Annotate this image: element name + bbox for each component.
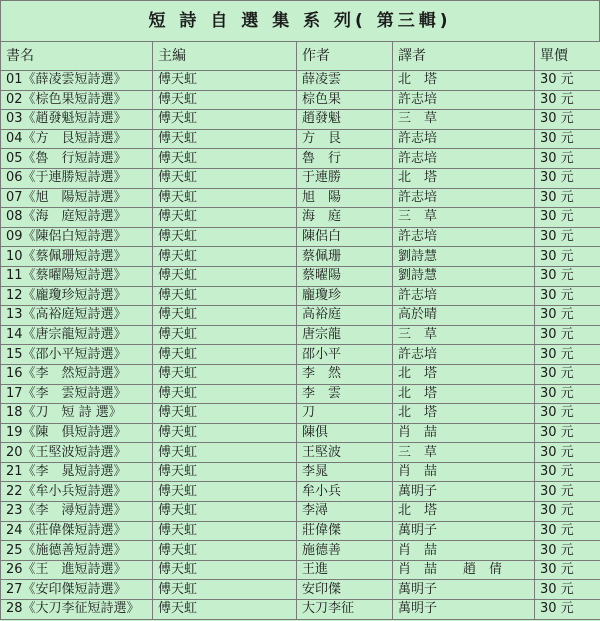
table-row — [1, 521, 600, 541]
cell-translator: 許志培 — [393, 345, 535, 365]
cell-editor: 傅天虹 — [153, 443, 297, 463]
cell-author: 李潯 — [297, 502, 393, 522]
cell-editor: 傅天虹 — [153, 521, 297, 541]
cell-editor: 傅天虹 — [153, 168, 297, 188]
table-row — [1, 345, 600, 365]
cell-translator: 北 塔 — [393, 502, 535, 522]
cell-editor: 傅天虹 — [153, 462, 297, 482]
header-row — [1, 42, 600, 71]
cell-price: 30 元 — [535, 404, 600, 424]
cell-book-name: 11《蔡曜陽短詩選》 — [1, 266, 153, 286]
cell-translator: 北 塔 — [393, 364, 535, 384]
header-translator: 譯者 — [393, 42, 535, 71]
cell-price: 30 元 — [535, 306, 600, 326]
cell-book-name: 18《刀 短 詩 選》 — [1, 404, 153, 424]
cell-editor: 傅天虹 — [153, 423, 297, 443]
table-row — [1, 71, 600, 91]
cell-editor: 傅天虹 — [153, 149, 297, 169]
cell-translator: 三 草 — [393, 443, 535, 463]
table-row — [1, 364, 600, 384]
cell-price: 30 元 — [535, 462, 600, 482]
cell-translator: 許志培 — [393, 129, 535, 149]
cell-author: 李晁 — [297, 462, 393, 482]
cell-price: 30 元 — [535, 266, 600, 286]
cell-book-name: 04《方 艮短詩選》 — [1, 129, 153, 149]
cell-author: 高裕庭 — [297, 306, 393, 326]
cell-author: 龐瓊珍 — [297, 286, 393, 306]
cell-price: 30 元 — [535, 580, 600, 600]
table-row — [1, 208, 600, 228]
cell-book-name: 23《李 潯短詩選》 — [1, 502, 153, 522]
cell-book-name: 24《莊偉傑短詩選》 — [1, 521, 153, 541]
cell-price: 30 元 — [535, 600, 600, 620]
cell-translator: 肖 喆 — [393, 541, 535, 561]
table-row — [1, 286, 600, 306]
table-row — [1, 247, 600, 267]
table-row — [1, 580, 600, 600]
cell-author: 邵小平 — [297, 345, 393, 365]
cell-editor: 傅天虹 — [153, 306, 297, 326]
cell-price: 30 元 — [535, 247, 600, 267]
cell-editor: 傅天虹 — [153, 384, 297, 404]
cell-translator: 北 塔 — [393, 384, 535, 404]
cell-price: 30 元 — [535, 208, 600, 228]
cell-book-name: 16《李 然短詩選》 — [1, 364, 153, 384]
cell-author: 陳俱 — [297, 423, 393, 443]
cell-translator: 萬明子 — [393, 580, 535, 600]
table-row — [1, 541, 600, 561]
table-row — [1, 266, 600, 286]
cell-editor: 傅天虹 — [153, 188, 297, 208]
cell-author: 趙發魁 — [297, 110, 393, 130]
cell-translator: 許志培 — [393, 149, 535, 169]
cell-editor: 傅天虹 — [153, 502, 297, 522]
cell-translator: 萬明子 — [393, 600, 535, 620]
cell-book-name: 20《王堅波短詩選》 — [1, 443, 153, 463]
cell-author: 牟小兵 — [297, 482, 393, 502]
cell-price: 30 元 — [535, 560, 600, 580]
cell-price: 30 元 — [535, 188, 600, 208]
cell-translator: 三 草 — [393, 325, 535, 345]
cell-editor: 傅天虹 — [153, 325, 297, 345]
cell-editor: 傅天虹 — [153, 345, 297, 365]
cell-translator: 許志培 — [393, 188, 535, 208]
table-row — [1, 110, 600, 130]
table-row — [1, 306, 600, 326]
cell-book-name: 21《李 晁短詩選》 — [1, 462, 153, 482]
cell-translator: 萬明子 — [393, 521, 535, 541]
cell-price: 30 元 — [535, 521, 600, 541]
cell-translator: 北 塔 — [393, 168, 535, 188]
header-editor: 主編 — [153, 42, 297, 71]
cell-translator: 高於晴 — [393, 306, 535, 326]
cell-price: 30 元 — [535, 149, 600, 169]
cell-price: 30 元 — [535, 502, 600, 522]
cell-book-name: 28《大刀李征短詩選》 — [1, 600, 153, 620]
cell-author: 李 然 — [297, 364, 393, 384]
cell-price: 30 元 — [535, 384, 600, 404]
cell-translator: 北 塔 — [393, 71, 535, 91]
cell-author: 于連勝 — [297, 168, 393, 188]
cell-editor: 傅天虹 — [153, 600, 297, 620]
cell-book-name: 26《王 進短詩選》 — [1, 560, 153, 580]
cell-author: 陳侶白 — [297, 227, 393, 247]
table-row — [1, 560, 600, 580]
cell-author: 薛凌雲 — [297, 71, 393, 91]
cell-author: 大刀李征 — [297, 600, 393, 620]
cell-author: 王進 — [297, 560, 393, 580]
cell-book-name: 09《陳侶白短詩選》 — [1, 227, 153, 247]
cell-book-name: 08《海 庭短詩選》 — [1, 208, 153, 228]
cell-editor: 傅天虹 — [153, 364, 297, 384]
cell-book-name: 17《李 雲短詩選》 — [1, 384, 153, 404]
cell-book-name: 25《施德善短詩選》 — [1, 541, 153, 561]
table-row — [1, 149, 600, 169]
table-row — [1, 502, 600, 522]
table-row — [1, 443, 600, 463]
cell-author: 棕色果 — [297, 90, 393, 110]
cell-price: 30 元 — [535, 129, 600, 149]
cell-price: 30 元 — [535, 110, 600, 130]
cell-editor: 傅天虹 — [153, 404, 297, 424]
cell-book-name: 01《薛凌雲短詩選》 — [1, 71, 153, 91]
cell-book-name: 02《棕色果短詩選》 — [1, 90, 153, 110]
cell-editor: 傅天虹 — [153, 110, 297, 130]
cell-translator: 許志培 — [393, 90, 535, 110]
cell-price: 30 元 — [535, 443, 600, 463]
table-row — [1, 227, 600, 247]
table-row — [1, 423, 600, 443]
cell-translator: 萬明子 — [393, 482, 535, 502]
cell-book-name: 10《蔡佩珊短詩選》 — [1, 247, 153, 267]
cell-author: 方 艮 — [297, 129, 393, 149]
header-book-name: 書名 — [1, 42, 153, 71]
table-row — [1, 482, 600, 502]
cell-price: 30 元 — [535, 168, 600, 188]
cell-price: 30 元 — [535, 345, 600, 365]
cell-author: 施德善 — [297, 541, 393, 561]
cell-book-name: 05《魯 行短詩選》 — [1, 149, 153, 169]
cell-book-name: 22《牟小兵短詩選》 — [1, 482, 153, 502]
cell-price: 30 元 — [535, 423, 600, 443]
cell-author: 旭 陽 — [297, 188, 393, 208]
header-author: 作者 — [297, 42, 393, 71]
cell-author: 唐宗龍 — [297, 325, 393, 345]
table-body — [1, 71, 600, 620]
cell-author: 海 庭 — [297, 208, 393, 228]
cell-editor: 傅天虹 — [153, 580, 297, 600]
cell-price: 30 元 — [535, 482, 600, 502]
table-row — [1, 404, 600, 424]
cell-editor: 傅天虹 — [153, 286, 297, 306]
cell-translator: 許志培 — [393, 286, 535, 306]
table-row — [1, 325, 600, 345]
table-row — [1, 384, 600, 404]
cell-translator: 肖 喆 — [393, 423, 535, 443]
cell-book-name: 13《高裕庭短詩選》 — [1, 306, 153, 326]
cell-editor: 傅天虹 — [153, 208, 297, 228]
table-row — [1, 168, 600, 188]
cell-translator: 三 草 — [393, 208, 535, 228]
cell-editor: 傅天虹 — [153, 266, 297, 286]
cell-translator: 北 塔 — [393, 404, 535, 424]
cell-translator: 劉詩慧 — [393, 247, 535, 267]
cell-editor: 傅天虹 — [153, 482, 297, 502]
cell-price: 30 元 — [535, 227, 600, 247]
cell-book-name: 27《安印傑短詩選》 — [1, 580, 153, 600]
cell-price: 30 元 — [535, 541, 600, 561]
table-row — [1, 90, 600, 110]
cell-author: 莊偉傑 — [297, 521, 393, 541]
cell-author: 安印傑 — [297, 580, 393, 600]
table-row — [1, 600, 600, 620]
cell-editor: 傅天虹 — [153, 129, 297, 149]
cell-editor: 傅天虹 — [153, 71, 297, 91]
cell-editor: 傅天虹 — [153, 90, 297, 110]
sheet-title: 短 詩 自 選 集 系 列( 第三輯) — [0, 0, 600, 41]
cell-price: 30 元 — [535, 71, 600, 91]
cell-book-name: 06《于連勝短詩選》 — [1, 168, 153, 188]
cell-book-name: 14《唐宗龍短詩選》 — [1, 325, 153, 345]
cell-author: 蔡佩珊 — [297, 247, 393, 267]
table-row — [1, 129, 600, 149]
cell-editor: 傅天虹 — [153, 560, 297, 580]
cell-price: 30 元 — [535, 325, 600, 345]
cell-book-name: 12《龐瓊珍短詩選》 — [1, 286, 153, 306]
cell-translator: 三 草 — [393, 110, 535, 130]
cell-book-name: 07《旭 陽短詩選》 — [1, 188, 153, 208]
cell-editor: 傅天虹 — [153, 247, 297, 267]
cell-price: 30 元 — [535, 286, 600, 306]
cell-price: 30 元 — [535, 364, 600, 384]
table-row — [1, 188, 600, 208]
cell-author: 刀 — [297, 404, 393, 424]
cell-translator: 許志培 — [393, 227, 535, 247]
cell-book-name: 19《陳 俱短詩選》 — [1, 423, 153, 443]
cell-author: 蔡曜陽 — [297, 266, 393, 286]
cell-translator: 肖 喆 — [393, 462, 535, 482]
table-row — [1, 462, 600, 482]
cell-author: 魯 行 — [297, 149, 393, 169]
cell-translator: 肖 喆 趙 倩 — [393, 560, 535, 580]
cell-translator: 劉詩慧 — [393, 266, 535, 286]
cell-author: 李 雲 — [297, 384, 393, 404]
cell-price: 30 元 — [535, 90, 600, 110]
cell-editor: 傅天虹 — [153, 227, 297, 247]
cell-author: 王堅波 — [297, 443, 393, 463]
cell-editor: 傅天虹 — [153, 541, 297, 561]
cell-book-name: 03《趙發魁短詩選》 — [1, 110, 153, 130]
header-price: 單價 — [535, 42, 600, 71]
book-table — [0, 41, 600, 620]
cell-book-name: 15《邵小平短詩選》 — [1, 345, 153, 365]
